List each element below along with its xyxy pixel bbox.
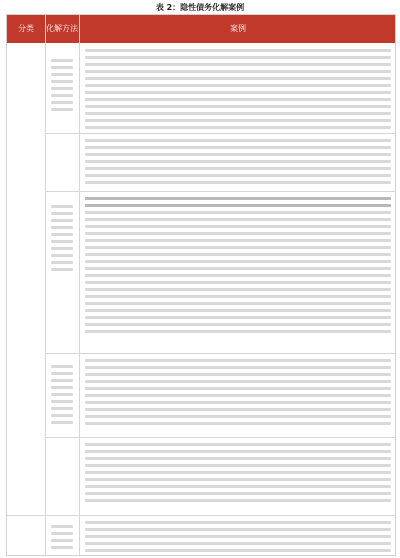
case-paragraph: [85, 139, 391, 184]
method-text-block: [51, 525, 73, 549]
method-text-block: [51, 365, 73, 424]
header-method: 化解方法: [46, 23, 78, 33]
header-category: 分类: [18, 23, 34, 33]
debt-cases-table: [6, 14, 396, 556]
table-header: [7, 15, 395, 43]
row-divider: [45, 133, 395, 134]
row-divider: [45, 437, 395, 438]
case-paragraph: [85, 359, 391, 425]
column-divider: [45, 15, 46, 555]
header-case: 案例: [230, 23, 246, 33]
row-divider: [7, 515, 395, 516]
table-caption: 表 2：隐性债务化解案例: [155, 3, 245, 12]
method-text-block: [51, 59, 73, 111]
case-paragraph: [85, 443, 391, 502]
row-divider: [45, 353, 395, 354]
category-cell: [7, 43, 45, 515]
case-paragraph: [85, 521, 391, 552]
column-divider: [79, 15, 80, 555]
method-text-block: [51, 205, 73, 271]
case-paragraph: [85, 49, 391, 129]
case-paragraph: [85, 197, 391, 333]
row-divider: [45, 191, 395, 192]
